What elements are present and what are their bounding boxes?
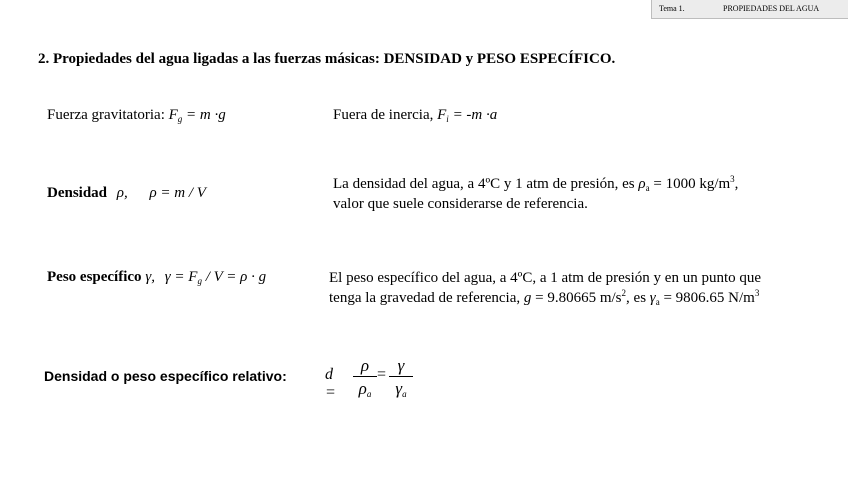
- fraction-rho: [353, 356, 377, 399]
- inertia-rhs: = -m ·a: [452, 107, 498, 123]
- sw-note-sub: a: [655, 297, 660, 307]
- fraction-rho-numerator: ρ: [360, 356, 370, 375]
- gravitational-force: [47, 107, 226, 124]
- specific-weight-formula-sub: g: [197, 276, 202, 286]
- gravity-rhs: = m ·g: [186, 107, 226, 123]
- gamma-a-sub: a: [402, 389, 407, 399]
- specific-weight-formula-b: / V = ρ · g: [201, 269, 267, 285]
- density-formula: ρ = m / V: [149, 185, 206, 201]
- sw-note-line2: [329, 288, 761, 308]
- specific-weight-note: [329, 268, 761, 308]
- density-note: [333, 174, 738, 214]
- eq-equals: =: [377, 366, 387, 383]
- eq-d: d =: [325, 366, 336, 401]
- fraction-rho-denominator: [353, 377, 377, 399]
- density-note-sup: 3: [730, 174, 735, 184]
- specific-weight-label: Peso específico: [47, 269, 142, 285]
- sw-note-text-a: tenga la gravedad de referencia,: [329, 290, 524, 306]
- sw-note-gamma: γ: [649, 290, 656, 306]
- sw-note-sup: 2: [621, 288, 627, 298]
- section-heading: 2. Propiedades del agua ligadas a las fuerzas másicas: DENSIDAD y PESO ESPECÍFICO.: [38, 51, 616, 67]
- inertial-force: [333, 107, 497, 124]
- specific-weight-formula-a: γ = F: [164, 269, 198, 285]
- relative-density-label: Densidad o peso específico relativo:: [44, 368, 287, 384]
- sw-note-text-b: = 9.80665 m/s: [531, 290, 622, 306]
- density-note-line1: [333, 174, 738, 194]
- specific-weight-symbol: γ,: [145, 269, 155, 285]
- sw-note-text-d: = 9806.65 N/m: [659, 290, 755, 306]
- density-note-text-c: ,: [734, 176, 739, 192]
- inertia-subscript: i: [446, 114, 449, 124]
- density-note-text-b: = 1000 kg/m: [649, 176, 731, 192]
- inertia-label: Fuera de inercia,: [333, 107, 434, 123]
- sw-note-sup2: 3: [754, 288, 760, 298]
- specific-weight-definition: [47, 269, 266, 286]
- density-note-line2: valor que suele considerarse de referencia.: [333, 196, 588, 212]
- gravity-label: Fuerza gravitatoria:: [47, 107, 165, 123]
- density-definition: [47, 185, 206, 202]
- sw-note-text-c: , es: [626, 290, 650, 306]
- density-note-text-a: La densidad del agua, a 4ºC y 1 atm de presión, es: [333, 176, 639, 192]
- fraction-gamma-numerator: γ: [397, 356, 405, 375]
- inertia-symbol: F: [437, 107, 447, 123]
- fraction-gamma: [389, 356, 413, 399]
- rho-a-sub: a: [366, 389, 372, 399]
- density-symbol: ρ,: [116, 185, 128, 201]
- gravity-subscript: g: [177, 114, 183, 124]
- gamma-a: γ: [395, 379, 403, 398]
- sw-note-g: g: [523, 290, 532, 306]
- density-label: Densidad: [47, 185, 108, 201]
- header-topic: Tema 1.: [659, 4, 685, 13]
- gravity-symbol: F: [168, 107, 178, 123]
- header-box: [651, 0, 848, 19]
- sw-note-line1: El peso específico del agua, a 4ºC, a 1 atm de presión y en un punto que: [329, 270, 762, 286]
- header-title: PROPIEDADES DEL AGUA: [723, 4, 820, 13]
- density-note-rho: ρ: [638, 176, 646, 192]
- fraction-gamma-denominator: [389, 377, 413, 399]
- rho-a: ρ: [358, 379, 367, 398]
- density-note-sub: a: [645, 183, 650, 193]
